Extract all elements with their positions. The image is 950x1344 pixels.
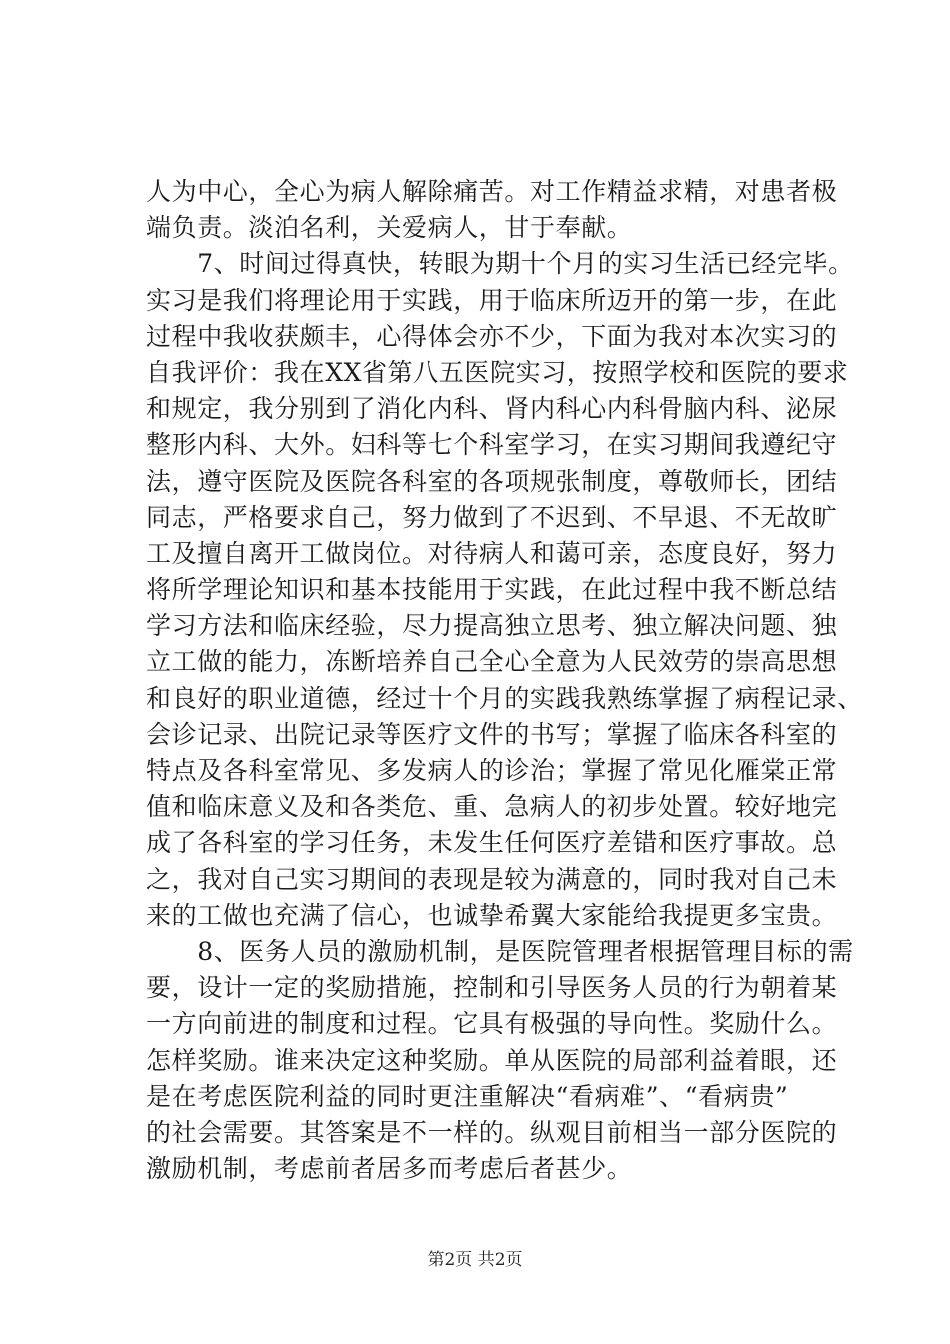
text-line: 一方向前进的制度和过程。它具有极强的导向性。奖励什么。 <box>146 1009 838 1039</box>
text-line: 怎样奖励。谁来决定这种奖励。单从医院的局部利益着眼，还 <box>146 1045 838 1075</box>
text-line: 端负责。淡泊名利，关爱病人，甘于奉献。 <box>146 213 633 243</box>
text-line: 和规定，我分别到了消化内科、肾内科心内科骨脑内科、泌尿 <box>146 394 838 424</box>
text-line: 法，遵守医院及医院各科室的各项规张制度，尊敬师长，团结 <box>146 466 838 496</box>
text-line: 要，设计一定的奖励措施，控制和引导医务人员的行为朝着某 <box>146 973 838 1003</box>
page-footer <box>0 1245 950 1270</box>
text-line: 和良好的职业道德，经过十个月的实践我熟练掌握了病程记录、 <box>146 683 863 713</box>
text-line: 整形内科、大外。妇科等七个科室学习，在实习期间我遵纪守 <box>146 430 838 460</box>
text-line: 之，我对自己实习期间的表现是较为满意的，同时我对自己未 <box>146 864 838 894</box>
text-line: 来的工做也充满了信心，也诚挚希翼大家能给我提更多宝贵。 <box>146 900 838 930</box>
text-line: 7、时间过得真快，转眼为期十个月的实习生活已经完毕。 <box>146 249 854 279</box>
text-line: 会诊记录、出院记录等医疗文件的书写；掌握了临床各科室的 <box>146 719 838 749</box>
text-line: 人为中心，全心为病人解除痛苦。对工作精益求精，对患者极 <box>146 177 838 206</box>
text-line: 过程中我收获颇丰，心得体会亦不少，下面为我对本次实习的 <box>146 321 838 351</box>
text-line: 是在考虑医院利益的同时更注重解决“看病难”、“看病贵” <box>146 1081 789 1111</box>
text-line: 实习是我们将理论用于实践，用于临床所迈开的第一步，在此 <box>146 285 838 315</box>
page-number: 第2页 共2页 <box>427 1250 523 1270</box>
body-text <box>146 174 863 1187</box>
text-line: 将所学理论知识和基本技能用于实践，在此过程中我不断总结 <box>146 575 838 605</box>
text-line: 成了各科室的学习任务，未发生任何医疗差错和医疗事故。总 <box>146 828 838 858</box>
text-line: 激励机制，考虑前者居多而考虑后者甚少。 <box>146 1154 633 1184</box>
text-line: 的社会需要。其答案是不一样的。纵观目前相当一部分医院的 <box>146 1117 838 1147</box>
text-line: 立工做的能力，冻断培养自己全心全意为人民效劳的崇高思想 <box>146 647 838 677</box>
text-line: 工及擅自离开工做岗位。对待病人和蔼可亲，态度良好，努力 <box>146 538 838 568</box>
text-line: 值和临床意义及和各类危、重、急病人的初步处置。较好地完 <box>146 792 838 822</box>
text-line: 学习方法和临床经验，尽力提高独立思考、独立解决问题、独 <box>146 611 838 641</box>
text-line: 自我评价：我在XX省第八五医院实习，按照学校和医院的要求 <box>146 357 849 387</box>
text-line: 特点及各科室常见、多发病人的诊治；掌握了常见化雁棠正常 <box>146 756 838 785</box>
text-line: 同志，严格要求自己，努力做到了不迟到、不早退、不无故旷 <box>146 502 838 532</box>
text-line: 8、医务人员的激励机制，是医院管理者根据管理目标的需 <box>146 936 854 966</box>
